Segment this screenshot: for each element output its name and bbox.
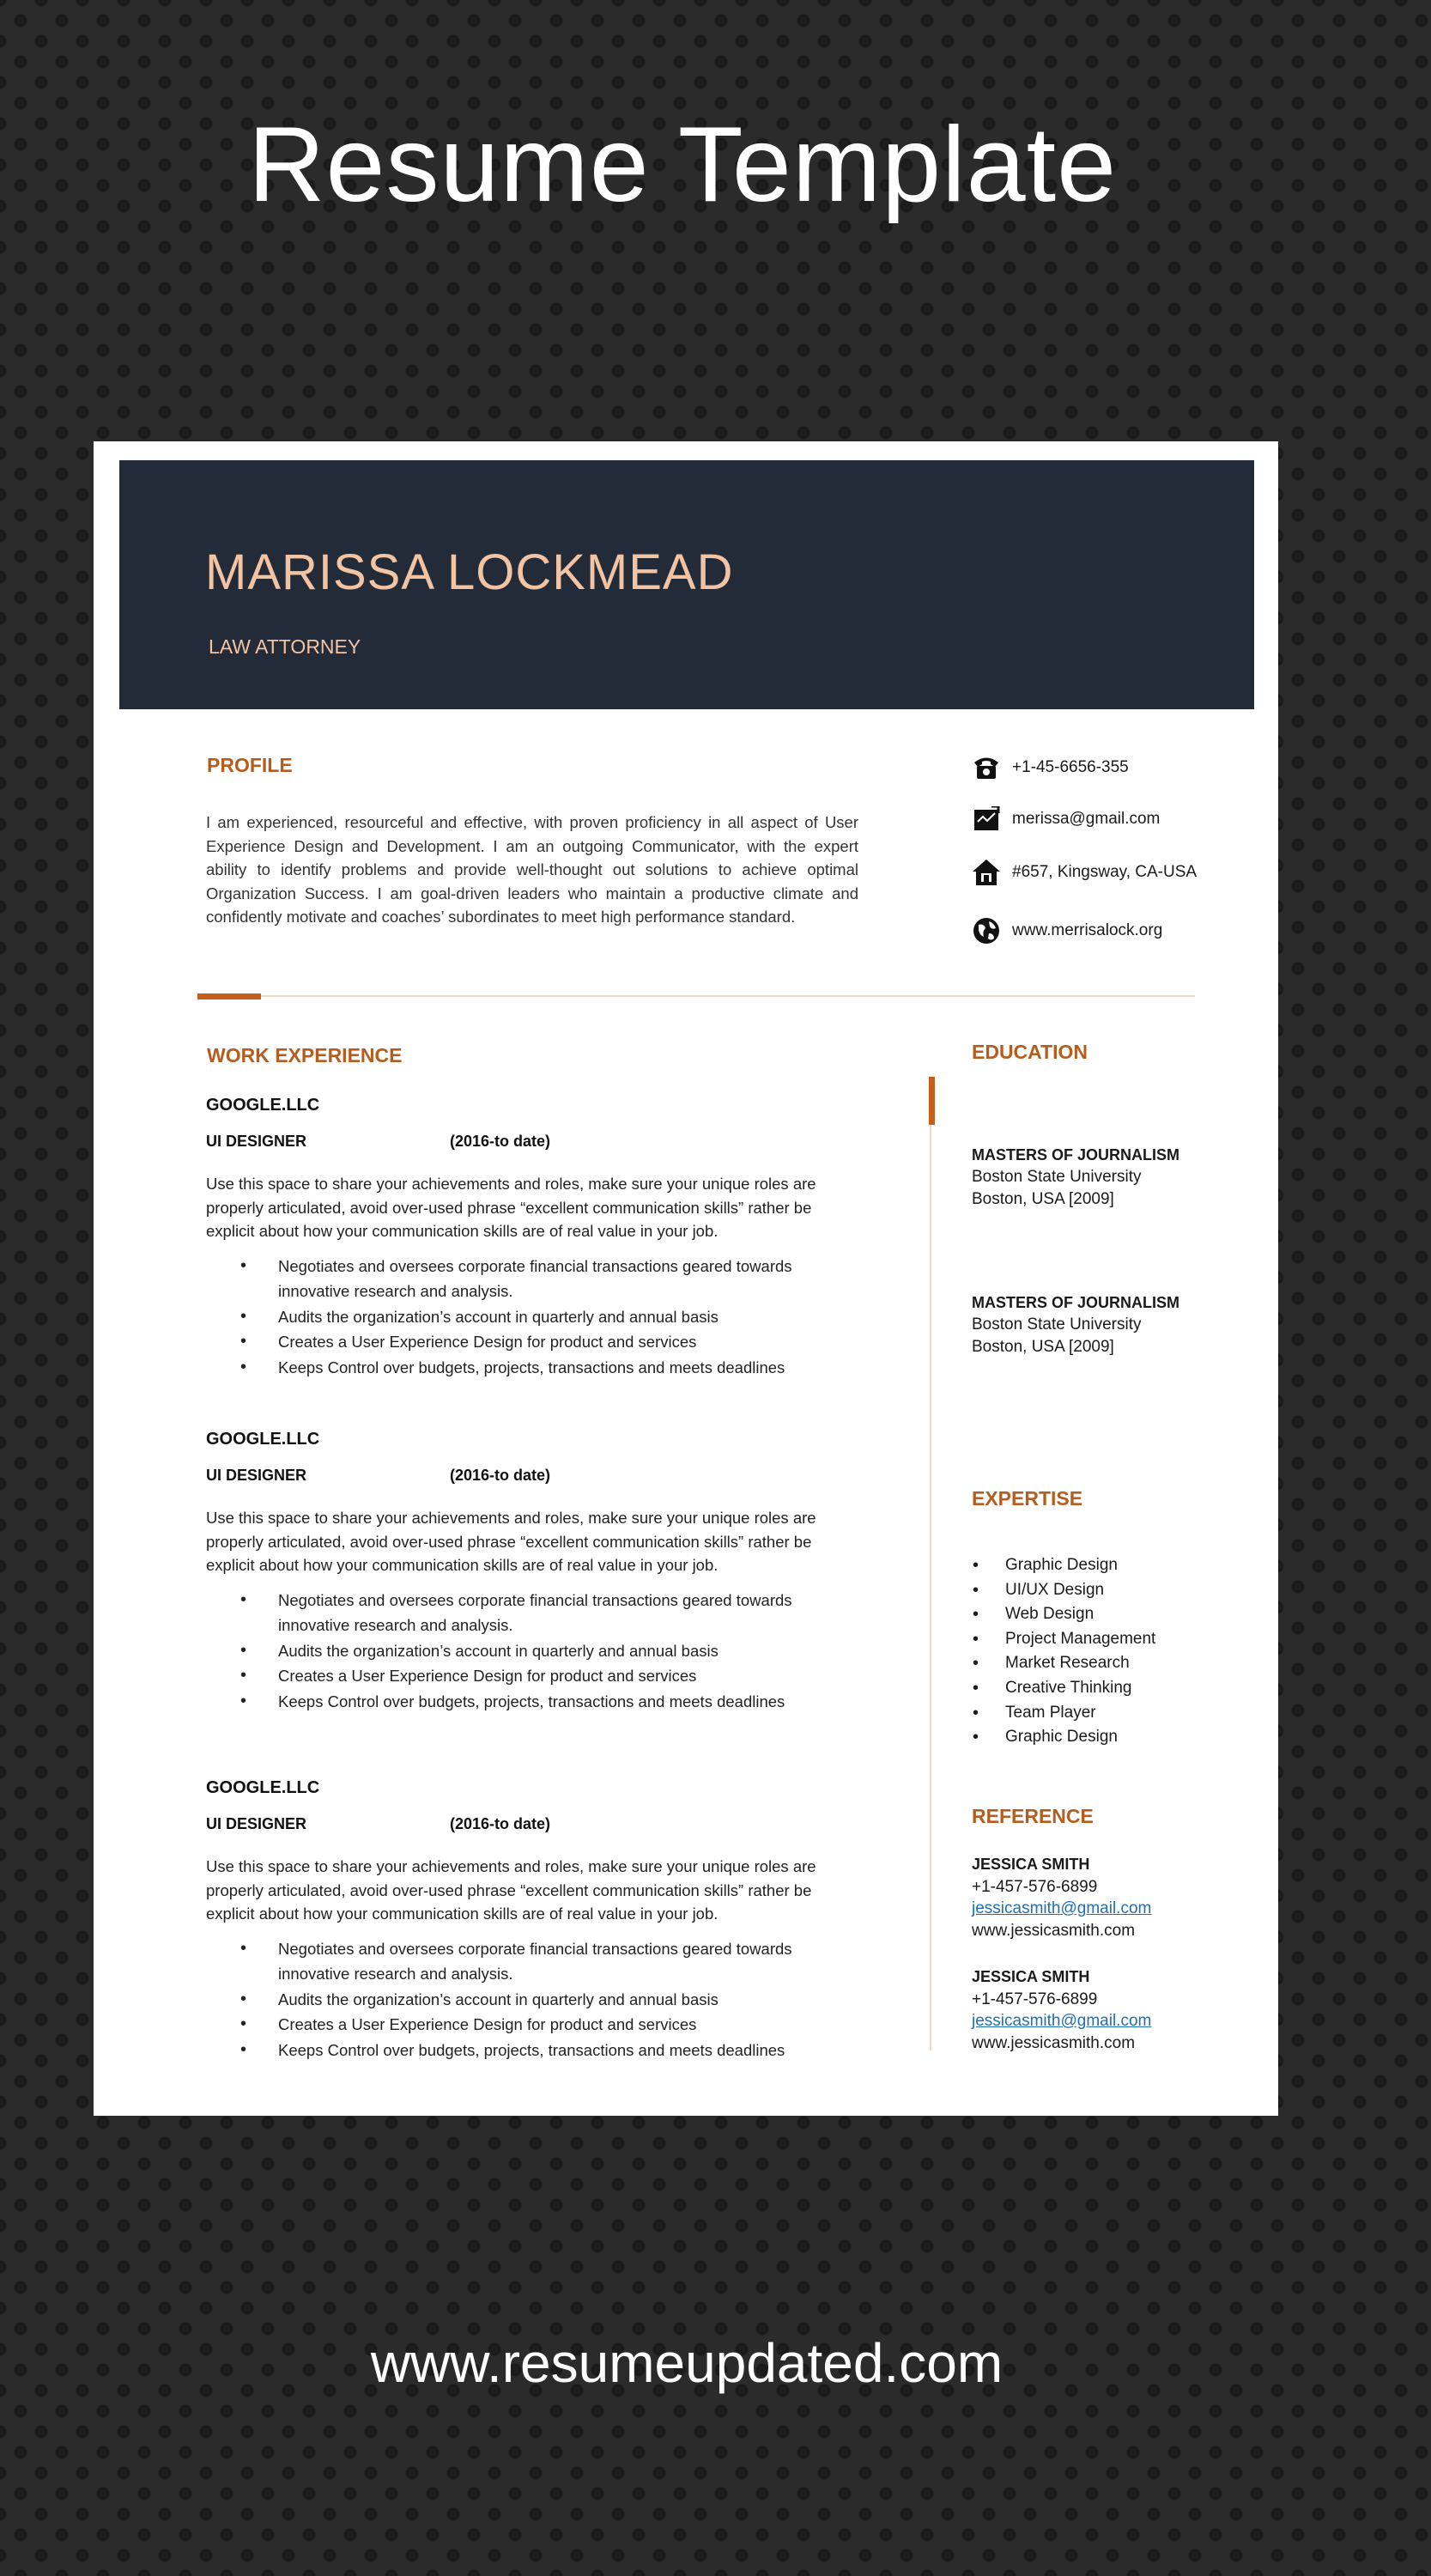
reference-phone: +1-457-576-6899 <box>972 1877 1098 1896</box>
column-divider-accent <box>929 1077 935 1125</box>
education-school: Boston State University <box>972 1315 1142 1334</box>
education-heading: EDUCATION <box>972 1041 1088 1063</box>
reference-website: www.jessicasmith.com <box>972 1921 1136 1940</box>
home-icon <box>971 857 1002 888</box>
reference-item <box>972 1854 1229 1941</box>
work-heading: WORK EXPERIENCE <box>207 1044 403 1066</box>
education-degree: MASTERS OF JOURNALISM <box>972 1146 1180 1163</box>
job-dates: (2016-to date) <box>450 1133 551 1150</box>
education-school: Boston State University <box>972 1168 1142 1186</box>
job-role: UI DESIGNER <box>206 1815 307 1832</box>
job-bullet: • Audits the organization’s account in quarterly and annual basis <box>206 1304 858 1330</box>
section-divider <box>197 995 1195 997</box>
job-bullet: • Audits the organization’s account in quarterly and annual basis <box>206 1987 858 2013</box>
job-bullet: • Audits the organization’s account in quarterly and annual basis <box>206 1638 858 1664</box>
expertise-item: • Team Player <box>971 1701 1155 1726</box>
candidate-title: LAW ATTORNEY <box>209 635 361 658</box>
globe-icon <box>971 915 1002 946</box>
phone-icon <box>971 752 1002 783</box>
job-company: GOOGLE.LLC <box>206 1430 320 1449</box>
job-company: GOOGLE.LLC <box>206 1096 320 1115</box>
reference-name: JESSICA SMITH <box>972 1968 1090 1985</box>
job-bullet: • Keeps Control over budgets, projects, transactions and meets deadlines <box>206 2038 858 2063</box>
education-degree: MASTERS OF JOURNALISM <box>972 1294 1180 1311</box>
job-bullet: • Negotiates and oversees corporate financial transactions geared towards innovative research and analysis. <box>206 1588 858 1638</box>
job-bullet: • Negotiates and oversees corporate financial transactions geared towards innovative research and analysis. <box>206 1936 858 1987</box>
job-role: UI DESIGNER <box>206 1467 307 1484</box>
job-entry <box>206 1431 858 1714</box>
contact-email-text[interactable]: merissa@gmail.com <box>1012 810 1161 828</box>
job-bullet: • Negotiates and oversees corporate financial transactions geared towards innovative research and analysis. <box>206 1254 858 1304</box>
education-item <box>972 1291 1229 1358</box>
contact-address-text: #657, Kingsway, CA-USA <box>1012 863 1198 881</box>
expertise-item: • Project Management <box>971 1627 1155 1652</box>
job-bullet: • Keeps Control over budgets, projects, transactions and meets deadlines <box>206 1355 858 1381</box>
job-bullets <box>206 1588 858 1715</box>
job-entry <box>206 1097 858 1380</box>
reference-email-link[interactable]: jessicasmith@gmail.com <box>972 1899 1152 1917</box>
job-dates: (2016-to date) <box>450 1467 551 1484</box>
contact-email[interactable] <box>971 804 1160 835</box>
job-bullets <box>206 1254 858 1381</box>
candidate-name: MARISSA LOCKMEAD <box>205 544 734 600</box>
contact-address <box>971 857 1197 888</box>
expertise-list <box>971 1553 1155 1750</box>
column-divider <box>930 1078 931 2050</box>
resume-sheet <box>94 441 1278 2116</box>
expertise-item: • Graphic Design <box>971 1725 1155 1750</box>
poster-title: Resume Template <box>247 106 1118 224</box>
job-description: Use this space to share your achievements and roles, make sure your unique roles are properly articulated, avoid over-used phrase “excellent communication skills” rather be explicit about how your communication skills are of real value in your job. <box>206 1857 816 1923</box>
contact-website-text[interactable]: www.merrisalock.org <box>1012 921 1163 939</box>
reference-heading: REFERENCE <box>972 1805 1094 1827</box>
divider-accent <box>197 993 261 999</box>
education-location: Boston, USA [2009] <box>972 1190 1114 1208</box>
job-bullet: • Creates a User Experience Design for product and services <box>206 1663 858 1689</box>
contact-website[interactable] <box>971 915 1162 946</box>
job-bullet: • Creates a User Experience Design for product and services <box>206 2012 858 2038</box>
education-location: Boston, USA [2009] <box>972 1338 1114 1356</box>
resume-header <box>119 460 1254 709</box>
job-role: UI DESIGNER <box>206 1133 307 1150</box>
reference-email-link[interactable]: jessicasmith@gmail.com <box>972 2012 1152 2030</box>
expertise-item: • Graphic Design <box>971 1553 1155 1578</box>
contact-phone <box>971 752 1129 783</box>
expertise-item: • Creative Thinking <box>971 1676 1155 1701</box>
job-entry <box>206 1779 858 2063</box>
job-description: Use this space to share your achievements and roles, make sure your unique roles are properly articulated, avoid over-used phrase “excellent communication skills” rather be explicit about how your communication skills are of real value in your job. <box>206 1509 816 1574</box>
expertise-heading: EXPERTISE <box>972 1487 1083 1510</box>
education-item <box>972 1144 1229 1211</box>
envelope-icon <box>971 804 1002 835</box>
expertise-item: • Market Research <box>971 1651 1155 1676</box>
job-company: GOOGLE.LLC <box>206 1778 320 1797</box>
footer-url[interactable]: www.resumeupdated.com <box>370 2332 1004 2394</box>
expertise-item: • UI/UX Design <box>971 1578 1155 1603</box>
contact-phone-text: +1-45-6656-355 <box>1012 758 1129 776</box>
profile-heading: PROFILE <box>207 754 293 776</box>
job-bullet: • Creates a User Experience Design for product and services <box>206 1329 858 1355</box>
reference-item <box>972 1966 1229 2054</box>
job-dates: (2016-to date) <box>450 1815 551 1832</box>
job-description: Use this space to share your achievements and roles, make sure your unique roles are properly articulated, avoid over-used phrase “excellent communication skills” rather be explicit about how your communication skills are of real value in your job. <box>206 1175 816 1240</box>
reference-phone: +1-457-576-6899 <box>972 1990 1098 2008</box>
job-bullet: • Keeps Control over budgets, projects, transactions and meets deadlines <box>206 1689 858 1715</box>
reference-website: www.jessicasmith.com <box>972 2033 1136 2052</box>
expertise-item: • Web Design <box>971 1602 1155 1627</box>
job-bullets <box>206 1936 858 2063</box>
profile-text: I am experienced, resourceful and effective, with proven proficiency in all aspect of User Experience Design and Development. I am an outgoing Communicator, with the expert ability to identify problems and provide well-thought out solutions to achieve optimal Organization Success. I am goal-driven leaders who maintain a productive climate and confidently motivate and coaches’ subordinates to meet high performance standard. <box>206 813 858 926</box>
reference-name: JESSICA SMITH <box>972 1856 1090 1873</box>
